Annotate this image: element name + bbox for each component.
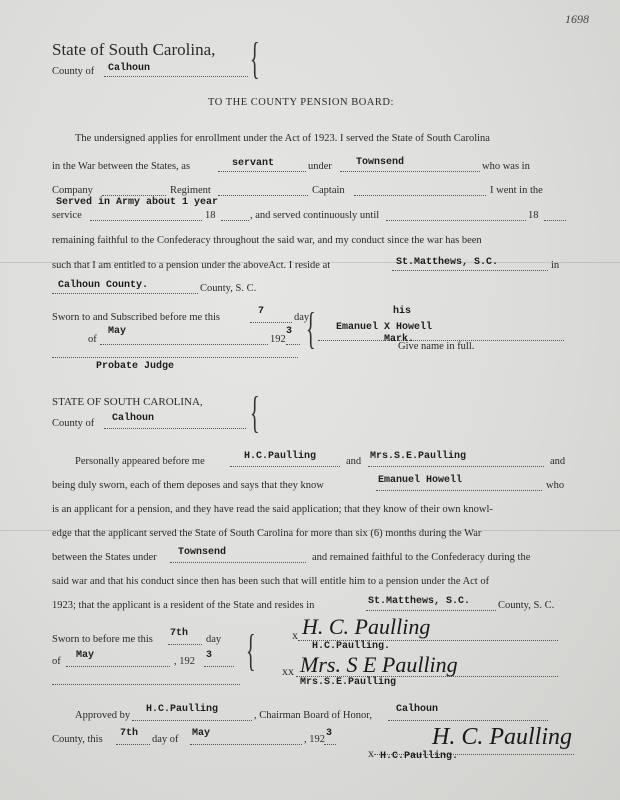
approved-day: 7th bbox=[120, 728, 139, 739]
applicant-value: Emanuel Howell bbox=[378, 475, 463, 486]
approved-county-label: County, this bbox=[52, 734, 103, 745]
approved-day-line bbox=[116, 744, 150, 745]
captain-line bbox=[354, 195, 486, 196]
para2-line6: said war and that his conduct since then has been such that will entitle him to a pension under the Act of bbox=[52, 576, 490, 587]
witness2-name: Mrs.S.E.Paulling bbox=[370, 451, 467, 462]
under-line bbox=[340, 171, 480, 172]
sworn2-of: of bbox=[52, 656, 61, 667]
county-value-2: Calhoun bbox=[112, 413, 155, 424]
sworn1-month-line bbox=[100, 344, 268, 345]
para2-line2-a: being duly sworn, each of them deposes and says that they know bbox=[52, 480, 324, 491]
approved-county-line bbox=[388, 720, 548, 721]
sworn2-year-prefix: , 192 bbox=[174, 656, 195, 667]
approved-month: May bbox=[192, 728, 211, 739]
approver-signature: H. C. Paulling bbox=[432, 724, 573, 750]
sig1-x: x bbox=[292, 628, 298, 642]
reside-line bbox=[392, 270, 548, 271]
para2-line1-a: Personally appeared before me bbox=[75, 456, 205, 467]
judge-title: Probate Judge bbox=[96, 361, 175, 372]
para1-line1: The undersigned applies for enrollment under the Act of 1923. I served the State of South Carolina bbox=[75, 133, 490, 144]
approved-month-line bbox=[190, 744, 302, 745]
witness2-signature: Mrs. S E Paulling bbox=[300, 652, 458, 677]
sworn2-month: May bbox=[76, 650, 95, 661]
sworn2-month-line bbox=[66, 666, 170, 667]
year-line bbox=[221, 220, 249, 221]
sworn1-year: 3 bbox=[286, 326, 293, 337]
county-label: County of bbox=[52, 66, 95, 77]
give-name-note: Give name in full. bbox=[398, 341, 475, 352]
role-value: servant bbox=[232, 158, 275, 169]
para2-and: and bbox=[346, 456, 362, 467]
para2-line3: is an applicant for a pension, and they have read the said application; that they know of their own knowl- bbox=[52, 504, 493, 515]
para2-line7-a: 1923; that the applicant is a resident of the State and resides in bbox=[52, 600, 315, 611]
sworn2-day: 7th bbox=[170, 628, 189, 639]
mark-label: Mark. bbox=[384, 334, 415, 345]
para2-who: who bbox=[546, 480, 565, 491]
approver-typed: H.C.Paulling. bbox=[380, 751, 459, 762]
brace: { bbox=[306, 305, 316, 355]
para1-line6-b: in bbox=[551, 260, 560, 271]
servant-line bbox=[218, 171, 306, 172]
sworn2-year: 3 bbox=[206, 650, 213, 661]
sworn1-year-line bbox=[286, 344, 300, 345]
commander-value-2: Townsend bbox=[178, 547, 227, 558]
judge-signature-line bbox=[52, 357, 298, 358]
para1-line4-b: , and served continuously until bbox=[250, 210, 380, 221]
county-residence-value: Calhoun County. bbox=[58, 280, 149, 291]
regiment-label: Regiment bbox=[170, 185, 211, 196]
approved-day-label: day of bbox=[152, 734, 179, 745]
year-line-2 bbox=[544, 220, 566, 221]
para2-line7-b: County, S. C. bbox=[498, 600, 555, 611]
sworn1-day: 7 bbox=[258, 306, 265, 317]
residence-value: St.Matthews, S.C. bbox=[396, 257, 499, 268]
para2-line5-b: and remained faithful to the Confederacy during the bbox=[312, 552, 531, 563]
year-prefix: 18 bbox=[205, 210, 216, 221]
county-line-2 bbox=[104, 428, 246, 429]
sworn2-day-label: day bbox=[206, 634, 222, 645]
approver-sig-x: x bbox=[368, 746, 374, 760]
brace: { bbox=[246, 627, 256, 677]
commander-line-2 bbox=[170, 562, 306, 563]
state-heading: State of South Carolina, bbox=[52, 40, 216, 59]
sworn2-day-line bbox=[168, 644, 202, 645]
applicant-line bbox=[376, 490, 542, 491]
para2-line5-a: between the States under bbox=[52, 552, 157, 563]
service-label: service bbox=[52, 210, 82, 221]
chairman-label: , Chairman Board of Honor, bbox=[254, 710, 372, 721]
until-line bbox=[386, 220, 526, 221]
witness2-typed: Mrs.S.E.Paulling bbox=[300, 677, 397, 688]
sworn1-text: Sworn to and Subscribed before me this bbox=[52, 312, 220, 323]
sworn2-year-line bbox=[204, 666, 234, 667]
para2-line4: edge that the applicant served the State of South Carolina for more than six (6) months during the War bbox=[52, 528, 482, 539]
para1-line2-b: under bbox=[308, 161, 332, 172]
sworn1-day-label: day bbox=[294, 312, 310, 323]
county-label-2: County of bbox=[52, 418, 95, 429]
para1-line7: County, S. C. bbox=[200, 283, 257, 294]
sworn1-month: May bbox=[108, 326, 127, 337]
applicant-name: Emanuel X Howell bbox=[336, 322, 433, 333]
company-label: Company bbox=[52, 185, 93, 196]
approved-year-line bbox=[324, 744, 336, 745]
para1-line3-end: I went in the bbox=[490, 185, 543, 196]
service-note: Served in Army about 1 year bbox=[56, 197, 219, 208]
county-line bbox=[104, 76, 248, 77]
sworn1-of: of bbox=[88, 334, 97, 345]
sworn2-text: Sworn to before me this bbox=[52, 634, 153, 645]
his-label: his bbox=[393, 306, 412, 317]
approved-year: 3 bbox=[326, 728, 333, 739]
resides-line bbox=[366, 610, 496, 611]
para1-line2-a: in the War between the States, as bbox=[52, 161, 191, 172]
state-heading-2: STATE OF SOUTH CAROLINA, bbox=[52, 396, 203, 408]
approver-name: H.C.Paulling bbox=[146, 704, 219, 715]
sworn1-day-line bbox=[250, 322, 292, 323]
witness1-signature: H. C. Paulling bbox=[302, 614, 431, 639]
brace: { bbox=[250, 35, 260, 85]
witness2-line bbox=[368, 466, 544, 467]
witness1-typed: H.C.Paulling. bbox=[312, 641, 391, 652]
county-res-line bbox=[52, 293, 198, 294]
approver-line bbox=[132, 720, 252, 721]
brace: { bbox=[250, 389, 260, 439]
officer-signature-line bbox=[52, 684, 240, 685]
company-line bbox=[102, 195, 166, 196]
service-line bbox=[90, 220, 202, 221]
para1-line5: remaining faithful to the Confederacy throughout the said war, and my conduct since the war has been bbox=[52, 235, 482, 246]
captain-label: Captain bbox=[312, 185, 345, 196]
para1-line2-c: who was in bbox=[482, 161, 530, 172]
para1-line6-a: such that I am entitled to a pension under the aboveAct. I reside at bbox=[52, 260, 331, 271]
sworn1-year-prefix: 192 bbox=[270, 334, 286, 345]
approved-label: Approved by bbox=[75, 710, 131, 721]
year-prefix-2: 18 bbox=[528, 210, 539, 221]
county-value: Calhoun bbox=[108, 63, 151, 74]
resides-value: St.Matthews, S.C. bbox=[368, 596, 471, 607]
commander-value: Townsend bbox=[356, 157, 405, 168]
witness1-line bbox=[230, 466, 340, 467]
sig2-x: xx bbox=[282, 664, 294, 678]
approved-year-prefix: , 192 bbox=[304, 734, 325, 745]
approved-county: Calhoun bbox=[396, 704, 439, 715]
board-heading: TO THE COUNTY PENSION BOARD: bbox=[208, 97, 394, 108]
witness1-name: H.C.Paulling bbox=[244, 451, 317, 462]
regiment-line bbox=[218, 195, 308, 196]
file-number: 1698 bbox=[565, 12, 589, 26]
para2-and-2: and bbox=[550, 456, 566, 467]
